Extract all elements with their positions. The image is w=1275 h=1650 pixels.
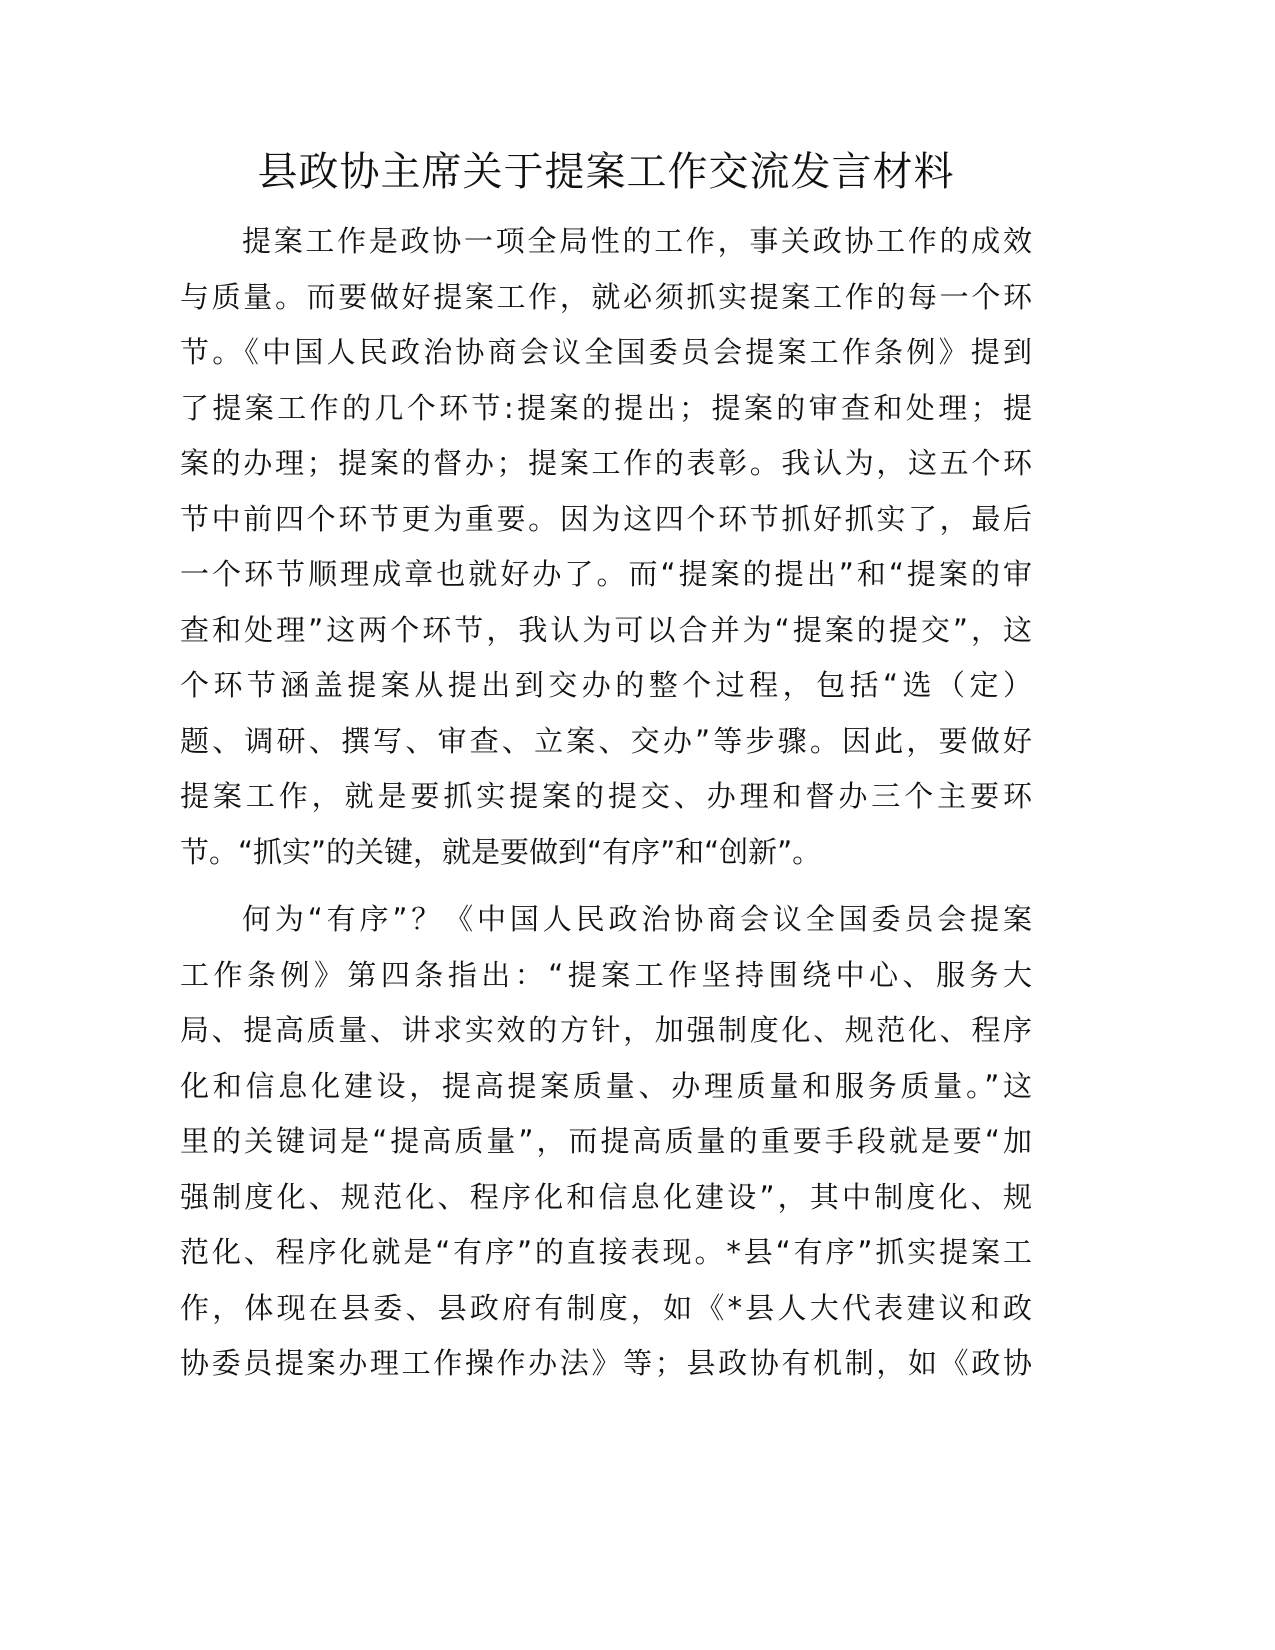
- text-line: 提案工作，就是要抓实提案的提交、办理和督办三个主要环: [180, 779, 1032, 813]
- text-line: 一个环节顺理成章也就好办了。而“提案的提出”和“提案的审: [180, 557, 1032, 591]
- paragraph-1: [180, 214, 1032, 880]
- paragraph-2: [180, 892, 1032, 1392]
- text-line: 题、调研、撰写、审查、立案、交办”等步骤。因此，要做好: [180, 723, 1032, 758]
- text-line: 查和处理”这两个环节，我认为可以合并为“提案的提交”，这: [180, 612, 1032, 647]
- text-line: 与质量。而要做好提案工作，就必须抓实提案工作的每一个环: [180, 279, 1032, 314]
- text-line: 协委员提案办理工作操作办法》等；县政协有机制，如《政协: [180, 1346, 1032, 1380]
- text-line: 局、提高质量、讲求实效的方针，加强制度化、规范化、程序: [180, 1013, 1032, 1047]
- text-line: 了提案工作的几个环节:提案的提出；提案的审查和处理；提: [180, 390, 1032, 425]
- document-title: 县政协主席关于提案工作交流发言材料: [257, 149, 955, 195]
- text-line: 案的办理；提案的督办；提案工作的表彰。我认为，这五个环: [180, 446, 1032, 480]
- text-line: 里的关键词是“提高质量”，而提高质量的重要手段就是要“加: [180, 1124, 1032, 1158]
- text-line: 化和信息化建设，提高提案质量、办理质量和服务质量。”这: [180, 1068, 1032, 1103]
- text-line: 节。“抓实”的关键，就是要做到“有序”和“创新”。: [180, 834, 822, 869]
- text-line: 何为“有序”？《中国人民政治协商会议全国委员会提案: [242, 902, 1032, 936]
- text-line: 作，体现在县委、县政府有制度，如《*县人大代表建议和政: [180, 1290, 1032, 1325]
- text-line: 强制度化、规范化、程序化和信息化建设”，其中制度化、规: [180, 1179, 1032, 1214]
- text-line: 个环节涵盖提案从提出到交办的整个过程，包括“选（定）: [180, 668, 1032, 702]
- text-line: 节。《中国人民政治协商会议全国委员会提案工作条例》提到: [180, 335, 1032, 369]
- text-line: 工作条例》第四条指出：“提案工作坚持围绕中心、服务大: [180, 957, 1032, 992]
- text-line: 节中前四个环节更为重要。因为这四个环节抓好抓实了，最后: [180, 501, 1032, 536]
- text-line: 范化、程序化就是“有序”的直接表现。*县“有序”抓实提案工: [180, 1235, 1032, 1269]
- text-line: 提案工作是政协一项全局性的工作，事关政协工作的成效: [242, 224, 1032, 258]
